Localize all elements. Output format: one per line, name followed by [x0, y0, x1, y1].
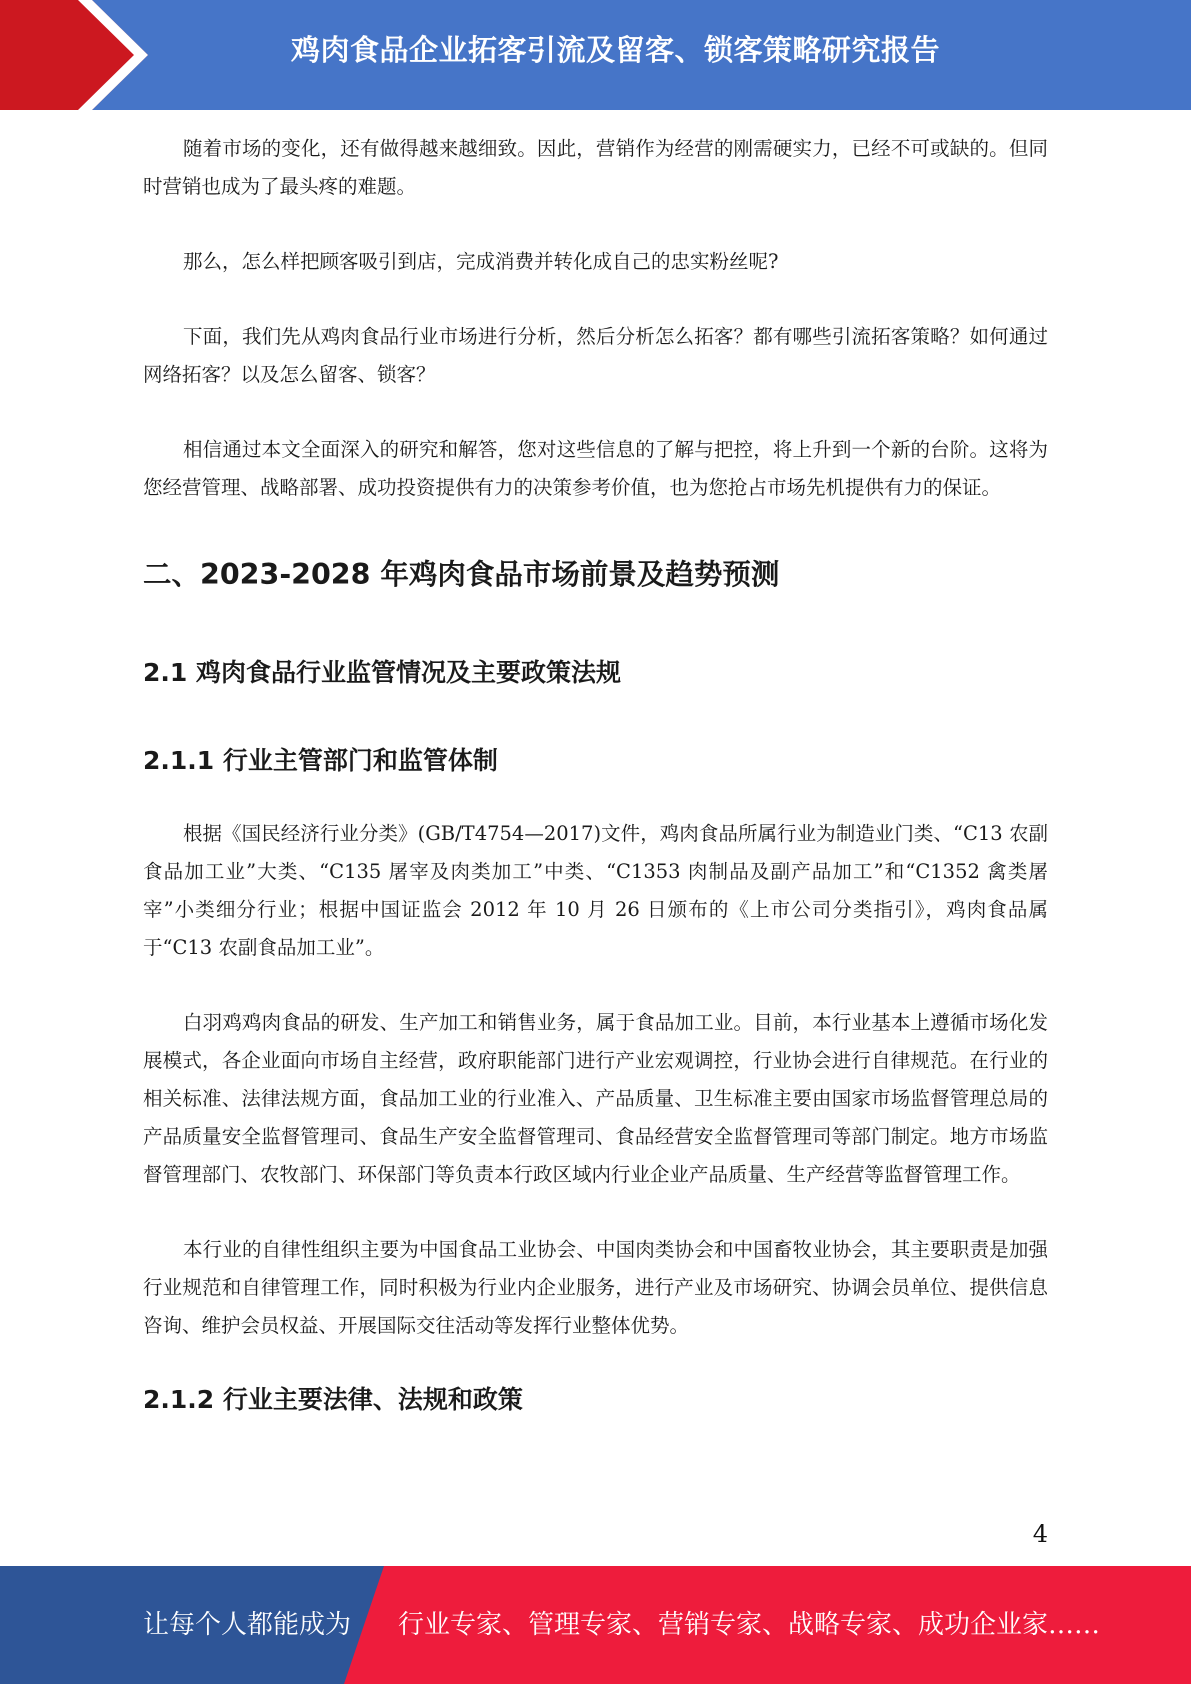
intro-paragraph-2: 那么，怎么样把顾客吸引到店，完成消费并转化成自己的忠实粉丝呢? [183, 250, 779, 273]
intro-paragraph-4: 相信通过本文全面深入的研究和解答，您对这些信息的了解与把控，将上升到一个新的台阶。这将为您经营管理、战略部署、成功投资提供有力的决策参考价值，也为您抢占市场先机提供有力的保证。 [143, 438, 1048, 499]
intro-paragraph-3: 下面，我们先从鸡肉食品行业市场进行分析，然后分析怎么拓客？都有哪些引流拓客策略？如何通过网络拓客？以及怎么留客、锁客？ [143, 325, 1048, 386]
subsection-heading-2-1-1: 2.1.1 行业主管部门和监管体制 [143, 746, 498, 775]
document-body [143, 130, 1048, 1418]
regulation-paragraph-3: 本行业的自律性组织主要为中国食品工业协会、中国肉类协会和中国畜牧业协会，其主要职责是加强行业规范和自律管理工作，同时积极为行业内企业服务，进行产业及市场研究、协调会员单位、提供信息咨询、维护会员权益、开展国际交往活动等发挥行业整体优势。 [143, 1238, 1048, 1337]
footer-slogan-right: 行业专家、管理专家、营销专家、战略专家、成功企业家…… [398, 1610, 1101, 1640]
header-chevron-decoration [0, 0, 160, 110]
page-header [0, 0, 1191, 110]
page-number: 4 [1032, 1520, 1048, 1548]
page-footer [0, 1566, 1191, 1684]
report-title: 鸡肉食品企业拓客引流及留客、锁客策略研究报告 [290, 33, 940, 67]
subsection-heading-2-1-2: 2.1.2 行业主要法律、法规和政策 [143, 1385, 523, 1414]
subsection-heading-2-1: 2.1 鸡肉食品行业监管情况及主要政策法规 [143, 658, 621, 687]
regulation-paragraph-1: 根据《国民经济行业分类》(GB/T4754—2017)文件，鸡肉食品所属行业为制造业门类、“C13 农副食品加工业”大类、“C135 屠宰及肉类加工”中类、“C1353 肉制品及副产品加工”和“C1352 禽类屠宰”小类细分行业；根据中国证监会 2012 年 10 月 26 日颁布的《上市公司分类指引》，鸡肉食品属于“C13 农副食品加工业”。 [143, 822, 1048, 959]
footer-slogan-left: 让每个人都能成为 [143, 1610, 352, 1640]
regulation-paragraph-2: 白羽鸡鸡肉食品的研发、生产加工和销售业务，属于食品加工业。目前，本行业基本上遵循市场化发展模式，各企业面向市场自主经营，政府职能部门进行产业宏观调控，行业协会进行自律规范。在行业的相关标准、法律法规方面，食品加工业的行业准入、产品质量、卫生标准主要由国家市场监督管理总局的产品质量安全监督管理司、食品生产安全监督管理司、食品经营安全监督管理司等部门制定。地方市场监督管理部门、农牧部门、环保部门等负责本行政区域内行业企业产品质量、生产经营等监督管理工作。 [143, 1011, 1048, 1186]
intro-paragraph-1: 随着市场的变化，还有做得越来越细致。因此，营销作为经营的刚需硬实力，已经不可或缺的。但同时营销也成为了最头疼的难题。 [143, 137, 1048, 198]
section-heading-2: 二、2023-2028 年鸡肉食品市场前景及趋势预测 [143, 558, 780, 591]
